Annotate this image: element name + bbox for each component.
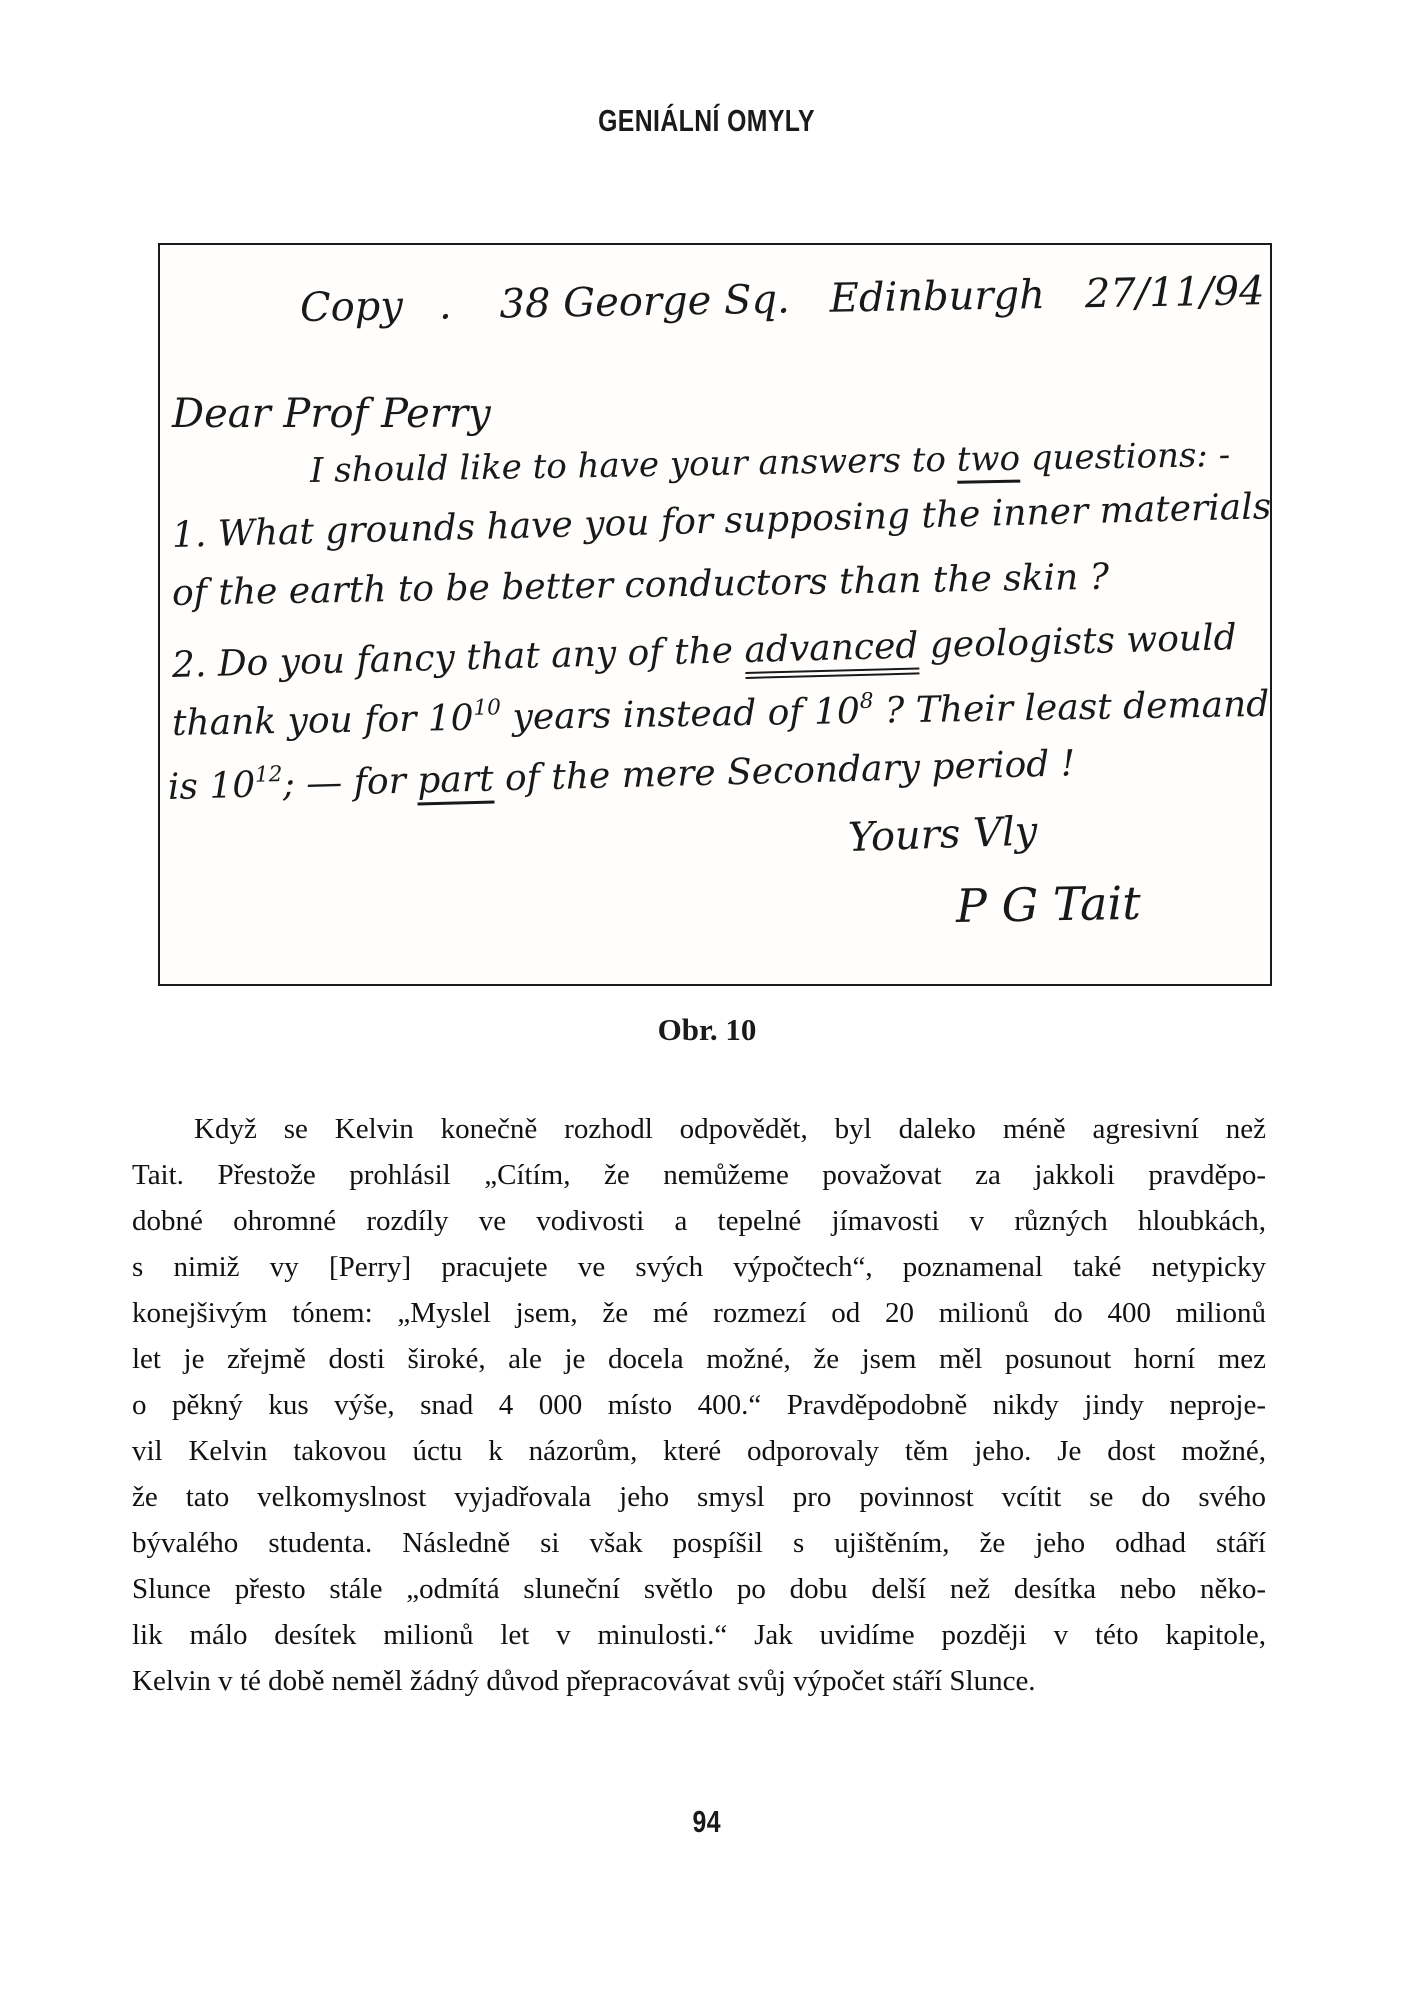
body-paragraph bbox=[132, 1106, 1266, 1704]
letter-q2l3-base2: ; — for bbox=[282, 760, 418, 805]
running-head bbox=[0, 103, 1414, 139]
paragraph-line: Tait. Přestože prohlásil „Cítím, že nemůžeme považovat za jakkoli pravděpo- bbox=[132, 1159, 1266, 1191]
letter-question1-line1: 1. What grounds have you for supposing the inner materials bbox=[171, 486, 1272, 556]
paragraph-line: o pěkný kus výše, snad 4 000 místo 400.“ Pravděpodobně nikdy jindy neproje- bbox=[132, 1389, 1266, 1421]
spacer bbox=[1045, 307, 1085, 308]
letter-intro-line bbox=[310, 435, 1231, 491]
paragraph-line: Kelvin v té době neměl žádný důvod přepracovávat svůj výpočet stáří Slunce. bbox=[132, 1665, 1036, 1697]
letter-salutation: Dear Prof Perry bbox=[172, 391, 491, 437]
letter-heading-line bbox=[300, 268, 1265, 331]
letter-closing: Yours Vly bbox=[847, 808, 1039, 861]
spacer bbox=[790, 312, 830, 313]
letter-question2-line2 bbox=[172, 684, 1270, 744]
letter-intro-post: questions: - bbox=[1019, 434, 1231, 479]
letter-signature: P G Tait bbox=[955, 875, 1142, 933]
letter-address: 38 George Sq. bbox=[499, 276, 791, 328]
paragraph-line: Slunce přesto stále „odmítá sluneční světlo po dobu delší než desítka nebo něko- bbox=[132, 1573, 1266, 1605]
letter-intro-underlined-word: two bbox=[956, 439, 1020, 484]
letter-copy-label: Copy bbox=[299, 283, 404, 331]
letter-q2-underlined-word: advanced bbox=[744, 625, 919, 679]
figure-caption: Obr. 10 bbox=[657, 1012, 757, 1047]
letter-intro-pre: I should like to have your answers to bbox=[309, 439, 958, 491]
letter-q2l2-base2: years instead of 10 bbox=[500, 690, 861, 739]
letter-q2l3-underlined-word: part bbox=[417, 758, 494, 805]
page-number-text: 94 bbox=[692, 1804, 722, 1839]
letter-question2-line3 bbox=[167, 743, 1075, 808]
letter-q2l3-base1: is 10 bbox=[167, 764, 256, 808]
letter-question1-line2: of the earth to be better conductors than the skin ? bbox=[171, 556, 1110, 614]
letter-facsimile-frame bbox=[158, 243, 1272, 986]
paragraph-line: lik málo desítek milionů let v minulosti.“ Jak uvidíme později v této kapitole, bbox=[132, 1619, 1266, 1651]
spacer bbox=[403, 319, 439, 320]
paragraph-line: vil Kelvin takovou úctu k názorům, které odporovaly těm jeho. Je dost možné, bbox=[132, 1435, 1266, 1467]
page-number bbox=[0, 1804, 1414, 1840]
letter-q2l2-base3: ? Their least demand bbox=[873, 683, 1270, 732]
paragraph-line: let je zřejmě dosti široké, ale je docela možné, že jsem měl posunout horní mez bbox=[132, 1343, 1266, 1375]
letter-q2l3-base3: of the mere Secondary period ! bbox=[492, 743, 1076, 800]
letter-copy-dot: . bbox=[438, 282, 452, 329]
paragraph-line: s nimiž vy [Perry] pracujete ve svých výpočtech“, poznamenal také netypicky bbox=[132, 1251, 1266, 1283]
letter-exponent-8: 8 bbox=[859, 688, 874, 714]
spacer bbox=[452, 318, 500, 319]
letter-q2-pre: 2. Do you fancy that any of the bbox=[171, 630, 745, 686]
paragraph-line: Když se Kelvin konečně rozhodl odpovědět, byl daleko méně agresivní než bbox=[194, 1113, 1266, 1145]
letter-question2-line1 bbox=[171, 617, 1237, 686]
running-head-text: GENIÁLNÍ OMYLY bbox=[598, 103, 816, 138]
letter-date: 27/11/94 bbox=[1084, 268, 1265, 318]
letter-exponent-10: 10 bbox=[473, 695, 502, 721]
letter-q2l2-base1: thank you for 10 bbox=[171, 697, 474, 744]
letter-exponent-12: 12 bbox=[254, 761, 283, 788]
paragraph-line: konejšivým tónem: „Myslel jsem, že mé rozmezí od 20 milionů do 400 milionů bbox=[132, 1297, 1266, 1329]
paragraph-line: bývalého studenta. Následně si však pospíšil s ujištěním, že jeho odhad stáří bbox=[132, 1527, 1266, 1559]
paragraph-line: že tato velkomyslnost vyjadřovala jeho smysl pro povinnost vcítit se do svého bbox=[132, 1481, 1266, 1513]
letter-city: Edinburgh bbox=[829, 272, 1046, 322]
letter-q2-post: geologists would bbox=[917, 617, 1238, 667]
paragraph-line: dobné ohromné rozdíly ve vodivosti a tepelné jímavosti v různých hloubkách, bbox=[132, 1205, 1266, 1237]
